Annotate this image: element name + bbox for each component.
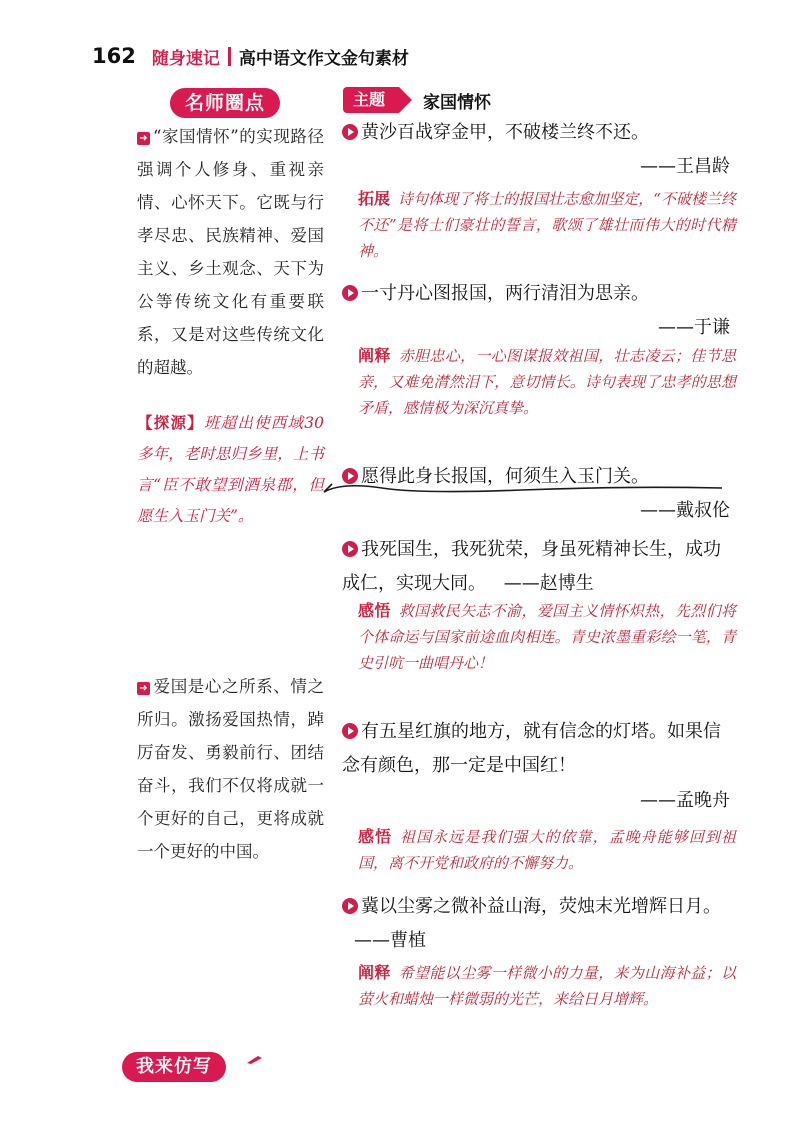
topic-title: 家国情怀	[423, 92, 492, 113]
quote-text: 一寸丹心图报国，两行清泪为思亲。	[361, 283, 649, 304]
note-text: 救国救民矢志不渝，爱国主义情怀炽热，先烈们将个体命运与国家前途血肉相连。青史浓墨重彩绘一笔，青史引吭一曲唱丹心！	[358, 602, 736, 672]
note-text: 赤胆忠心，一心图谋报效祖国，壮志凌云；佳节思亲，又难免潸然泪下，意切情长。诗句表现了忠孝的思想矛盾，感情极为深沉真挚。	[358, 347, 736, 417]
book-title: 高中语文作文金句素材	[238, 48, 409, 69]
quote-text: 我死国生，我死犹荣，身虽死精神长生，成功成仁，实现大同。	[342, 539, 721, 594]
note-label: 拓展	[358, 189, 391, 208]
note-label: 阐释	[358, 346, 391, 365]
note-text: 诗句体现了将士的报国壮志愈加坚定，“不破楼兰终不还”是将士们豪壮的誓言，歌颂了雄壮而伟大的时代精神。	[358, 190, 736, 260]
quote-2-author: ——于谦	[658, 317, 730, 338]
play-bullet-icon	[342, 723, 358, 739]
header-divider	[228, 47, 231, 66]
quote-4-author: ——赵博生	[503, 573, 594, 594]
teacher-comment-2	[137, 670, 324, 868]
series-title: 随身速记	[151, 48, 220, 69]
quote-text: 有五星红旗的地方，就有信念的灯塔。如果信念有颜色，那一定是中国红！	[342, 721, 721, 776]
play-bullet-icon	[342, 541, 358, 557]
topic-header	[343, 86, 491, 114]
comment-1-text: “家国情怀”的实现路径强调个人修身、重视亲情、心怀天下。它既与行孝尽忠、民族精神、爱国主义、乡土观念、天下为公等传统文化有重要联系，又是对这些传统文化的超越。	[137, 127, 324, 377]
quote-5-note	[358, 824, 736, 876]
quote-5	[342, 715, 732, 783]
quote-text: 冀以尘雾之微补益山海，荧烛末光增辉日月。	[361, 896, 721, 917]
pen-icon	[246, 1054, 264, 1064]
quote-2-note	[358, 343, 736, 421]
source-text: 班超出使西域30多年，老时思归乡里，上书言“臣不敢望到酒泉郡，但愿生入玉门关”。	[137, 414, 324, 525]
arrow-icon: ➜	[137, 132, 150, 145]
quote-text: 黄沙百战穿金甲，不破楼兰终不还。	[361, 122, 649, 143]
comment-2-text: 爱国是心之所系、情之所归。激扬爱国热情，踔厉奋发、勇毅前行、团结奋斗，我们不仅将成就一个更好的自己，更将成就一个更好的中国。	[137, 677, 324, 861]
quote-1-note	[358, 186, 736, 264]
quote-6-note	[358, 960, 736, 1012]
quote-6-author: ——曹植	[354, 930, 426, 951]
source-label: 【探源】	[137, 413, 204, 432]
imitate-writing-tag: 我来仿写	[122, 1052, 226, 1082]
quote-2	[342, 277, 732, 311]
underline-stroke	[322, 480, 732, 496]
quote-1-author: ——王昌龄	[640, 156, 730, 177]
play-bullet-icon	[342, 124, 358, 140]
quote-3-author: ——戴叔伦	[640, 500, 730, 521]
page-header	[92, 40, 409, 72]
page-number: 162	[92, 44, 136, 68]
teacher-comment-1	[137, 120, 324, 384]
topic-tag: 主题	[343, 87, 399, 113]
play-bullet-icon	[342, 285, 358, 301]
source-note	[137, 407, 324, 532]
note-label: 感悟	[358, 601, 391, 620]
note-label: 感悟	[358, 827, 393, 846]
note-text: 希望能以尘雾一样微小的力量，来为山海补益；以萤火和蜡烛一样微弱的光芒，来给日月增辉。	[358, 964, 736, 1008]
quote-4	[342, 533, 732, 601]
play-bullet-icon	[342, 898, 358, 914]
note-text: 祖国永远是我们强大的依靠，孟晚舟能够回到祖国，离不开党和政府的不懈努力。	[358, 828, 736, 872]
teacher-notes-tag: 名师圈点	[170, 88, 280, 118]
quote-4-note	[358, 598, 736, 676]
quote-1	[342, 116, 732, 150]
arrow-icon: ➜	[137, 682, 150, 695]
quote-text: 愿得此身长报国，何须生入玉门关。	[361, 466, 649, 487]
quote-6	[342, 890, 732, 958]
note-label: 阐释	[358, 963, 391, 982]
quote-5-author: ——孟晚舟	[640, 790, 730, 811]
